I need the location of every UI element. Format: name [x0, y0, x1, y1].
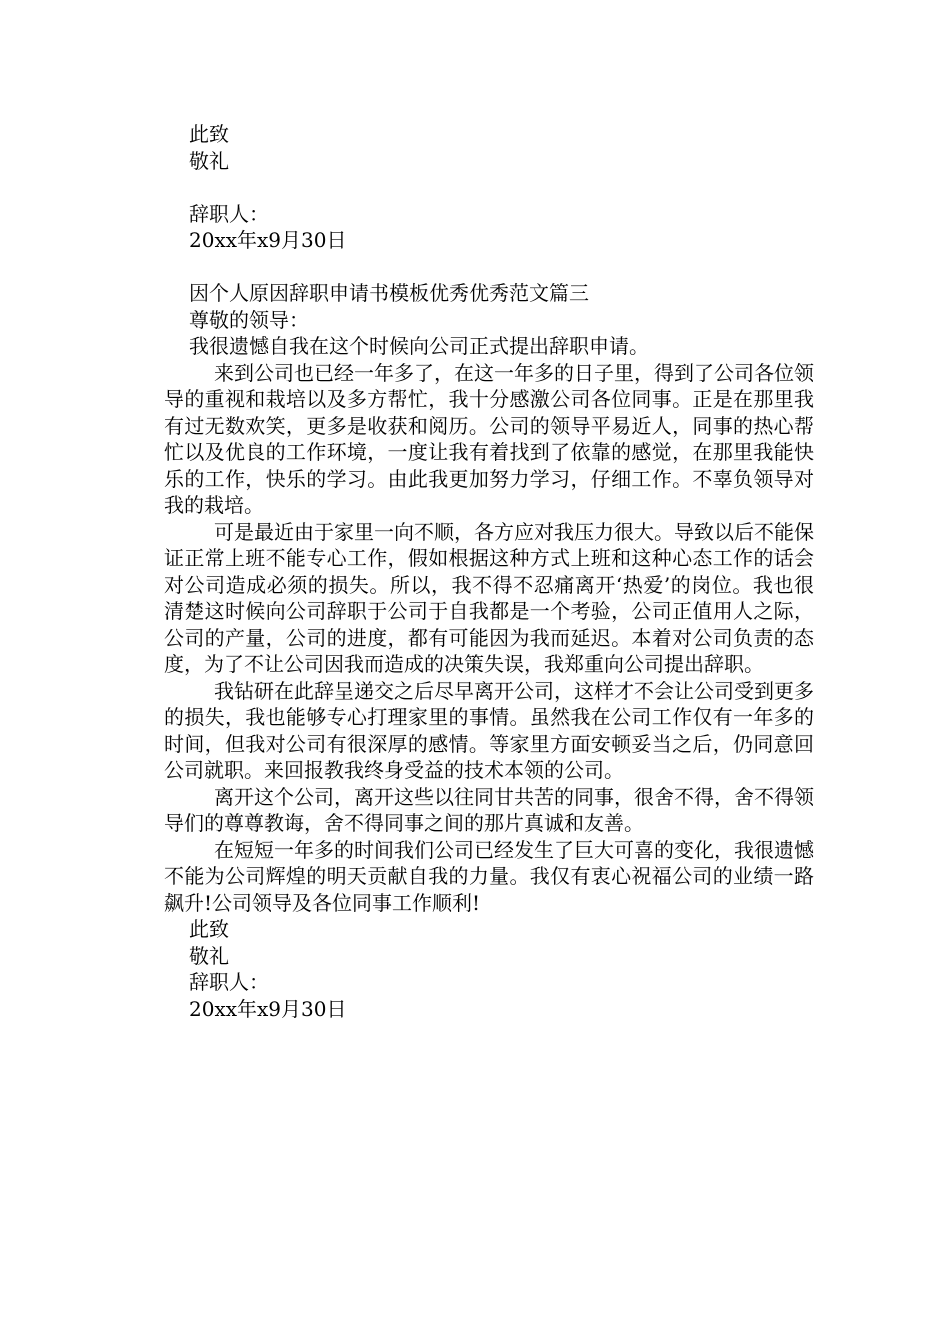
closing-regards: 敬礼: [189, 148, 229, 173]
closing-date: 20xx年x9月30日: [189, 996, 347, 1021]
closing-block-bottom: [164, 916, 814, 1022]
closing-regards: 敬礼: [189, 943, 229, 968]
letter-paragraph: 在短短一年多的时间我们公司已经发生了巨大可喜的变化，我很遗憾不能为公司辉煌的明天贡献自我的力量。我仅有衷心祝福公司的业绩一路飙升!公司领导及各位同事工作顺利!: [164, 837, 814, 915]
letter-block: [164, 280, 814, 916]
letter-title: 因个人原因辞职申请书模板优秀优秀范文篇三: [189, 281, 589, 305]
letter-paragraph: 我很遗憾自我在这个时候向公司正式提出辞职申请。: [189, 334, 649, 358]
closing-salutation: 此致: [189, 122, 229, 146]
letter-paragraph: 离开这个公司，离开这些以往同甘共苦的同事，很舍不得，舍不得领导们的尊尊教诲，舍不得同事之间的那片真诚和友善。: [164, 784, 814, 835]
closing-date: 20xx年x9月30日: [189, 228, 347, 252]
closing-signer: 辞职人：: [189, 201, 269, 226]
letter-paragraph: 我钻研在此辞呈递交之后尽早离开公司，这样才不会让公司受到更多的损失，我也能够专心打理家里的事情。虽然我在公司工作仅有一年多的时间，但我对公司有很深厚的感情。等家里方面安顿妥当之后，仍同意回公司就职。来回报教我终身受益的技术本领的公司。: [164, 678, 814, 782]
letter-paragraph: 来到公司也已经一年多了，在这一年多的日子里，得到了公司各位领导的重视和栽培以及多方帮忙，我十分感激公司各位同事。正是在那里我有过无数欢笑，更多是收获和阅历。公司的领导平易近人，同事的热心帮忙以及优良的工作环境，一度让我有着找到了依靠的感觉，在那里我能快乐的工作，快乐的学习。由此我更加努力学习，仔细工作。不辜负领导对我的栽培。: [164, 360, 814, 517]
document-body: [164, 121, 814, 1022]
letter-paragraph: 可是最近由于家里一向不顺，各方应对我压力很大。导致以后不能保证正常上班不能专心工作，假如根据这种方式上班和这种心态工作的话会对公司造成必须的损失。所以，我不得不忍痛离开‘热爱’的岗位。我也很清楚这时候向公司辞职于公司于自我都是一个考验，公司正值用人之际，公司的产量，公司的进度，都有可能因为我而延迟。本着对公司负责的态度，为了不让公司因我而造成的决策失误，我郑重向公司提出辞职。: [164, 519, 814, 676]
letter-greeting: 尊敬的领导：: [189, 307, 309, 332]
closing-salutation: 此致: [189, 917, 229, 941]
blank-line: [164, 254, 814, 281]
closing-signer: 辞职人：: [189, 970, 269, 994]
closing-block-top: [164, 121, 814, 280]
blank-line: [164, 174, 814, 201]
